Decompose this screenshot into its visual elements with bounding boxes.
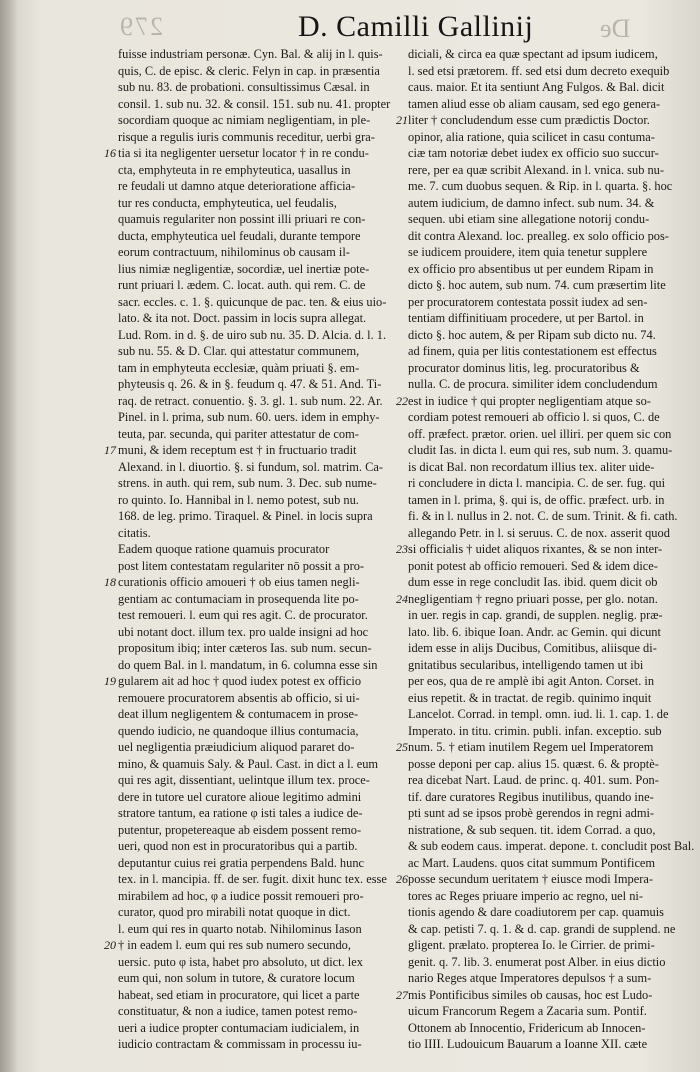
line-text: eorum contractuum, nihilominus ob causam il-: [118, 245, 350, 259]
text-line: [118, 591, 416, 608]
text-line: [118, 327, 416, 344]
line-text: Lancelot. Corrad. in templ. omn. iud. li. 1. cap. 1. de: [408, 707, 669, 721]
line-text: dit contra Alexand. loc. prealleg. ex solo officio pos-: [408, 228, 669, 243]
text-line: [408, 673, 676, 690]
line-text: citatis.: [118, 525, 151, 540]
margin-note-number: 16: [104, 146, 116, 160]
margin-note-number: 23: [396, 542, 408, 556]
line-text: in uer. regis in cap. grandi, de supplen. neglig. præ-: [408, 608, 663, 622]
line-text: tif. dare curatores Regibus inutilibus, quando ine-: [408, 789, 654, 804]
line-text: ro quinto. Io. Hannibal in l. nemo potest, sub nu.: [118, 492, 359, 507]
line-text: uersic. puto φ ista, habet pro absoluto, ut dict. lex: [118, 954, 363, 969]
text-line: [118, 525, 416, 542]
line-text: Ottonem ab Innocentio, Fridericum ab Innocen-: [408, 1020, 646, 1035]
line-text: runt priuari l. ædem. C. locat. auth. qui rem. C. de: [118, 278, 366, 292]
text-line: [408, 195, 676, 212]
text-line: [396, 739, 676, 756]
line-text: num. 5. † etiam inutilem Regem uel Imperatorem: [408, 740, 654, 754]
line-text: ponit potest ab officio remoueri. Sed & idem dice-: [408, 558, 658, 573]
line-text: re feudali ut damno atque deterioratione afficia-: [118, 179, 356, 193]
text-line: [408, 690, 676, 707]
line-text: teuta, par. secunda, qui pariter attestatur de com-: [118, 426, 359, 441]
line-text: l. sed etsi prætorem. ff. sed etsi dum decreto exequib: [408, 63, 670, 78]
line-text: posse deponi per cap. alius 15. quæst. 6. & proptè-: [408, 756, 659, 771]
text-line: [118, 822, 416, 839]
line-text: tam in emphyteuta ecclesiæ, quàm priuati §. em-: [118, 360, 360, 375]
line-text: socordiam quoque ac nimiam negligentiam, in ple-: [118, 113, 371, 127]
line-text: uicum Francorum Regem a Zacaria sum. Pontif.: [408, 1004, 647, 1018]
line-text: liter † concludendum esse cum prædictis Doctor.: [408, 113, 650, 127]
margin-note-number: 26: [396, 872, 408, 886]
line-text: me. 7. cum duobus sequen. & Rip. in l. quarta. §. hoc: [408, 179, 673, 193]
line-text: lato. lib. 6. ibique Ioan. Andr. ac Gemin. qui dicunt: [408, 624, 661, 639]
page-header: [0, 8, 700, 48]
text-line: [118, 838, 416, 855]
text-line: [104, 574, 416, 591]
line-text: tamen in l. prima, §. qui is, de offic. præfect. urb. in: [408, 492, 665, 507]
line-text: quendo iudicio, ne quandoque illius contumacia,: [118, 723, 359, 738]
margin-note-number: 27: [396, 987, 408, 1002]
line-text: raq. de retract. conuentio. §. 3. gl. 1. sub num. 22. Ar.: [118, 393, 383, 408]
text-line: [408, 789, 676, 806]
text-line: [118, 393, 416, 410]
text-line: [118, 855, 416, 872]
bleed-through-page-number: 279: [118, 12, 163, 41]
text-line: [408, 442, 676, 459]
line-text: tia si ita negligenter uersetur locator † in re condu-: [118, 146, 369, 160]
line-text: risque a regulis iuris communis receditur, uerbi gra-: [118, 129, 375, 144]
text-line: [118, 805, 416, 822]
line-text: dere in tutore uel curatore alioue legitimo admini: [118, 789, 362, 804]
line-text: idem esse in alijs Ducibus, Comitibus, aliisque di-: [408, 641, 657, 655]
line-text: allegando Petr. in l. si seruus. C. de nox. asserit quod: [408, 525, 670, 540]
text-line: [118, 508, 416, 525]
margin-note-number: 17: [104, 443, 116, 457]
text-line: [118, 624, 416, 641]
text-line: [408, 970, 676, 987]
text-line: [118, 46, 416, 63]
line-text: ex officio pro absentibus ut per eundem Ripam in: [408, 261, 654, 276]
line-text: tio IIII. Ludouicum Bauarum a Ioanne XII. cæte: [408, 1037, 648, 1051]
text-line: [408, 640, 676, 657]
text-line: [408, 805, 676, 822]
text-line: [408, 327, 676, 344]
line-text: ducta, emphyteutica uel feudali, durante tempore: [118, 228, 361, 243]
text-line: [396, 112, 676, 129]
line-text: gligent. prælato. propterea Io. le Cirrier. de primi-: [408, 938, 655, 952]
text-line: [408, 1003, 676, 1020]
text-line: [118, 178, 416, 195]
text-line: [408, 921, 676, 938]
line-text: dicto §. hoc autem, sub num. 74. cum præsertim lite: [408, 278, 666, 292]
line-text: curator, quod pro mirabili notat quoque in dict.: [118, 905, 351, 919]
text-line: [118, 888, 416, 905]
line-text: 168. de leg. primo. Tiraquel. & Pinel. in locis supra: [118, 509, 373, 523]
text-line: [118, 1036, 416, 1053]
line-text: est in iudice † qui propter negligentiam atque so-: [408, 393, 651, 408]
line-text: ad finem, quia per litis contestationem est effectus: [408, 344, 657, 358]
text-line: [408, 96, 676, 113]
text-line: [104, 442, 416, 459]
text-line: [396, 393, 676, 410]
text-line: [408, 310, 676, 327]
line-text: tamen aliud esse ob aliam causam, sed ego genera-: [408, 96, 661, 111]
text-line: [408, 261, 676, 278]
line-text: procurator dominus litis, leg. procuratoribus &: [408, 360, 640, 375]
text-line: [118, 244, 416, 261]
right-column: [396, 46, 695, 1053]
text-line: [118, 904, 416, 921]
text-line: [408, 178, 676, 195]
line-text: dicto §. hoc autem, & per Ripam sub dicto nu. 74.: [408, 327, 656, 342]
text-line: [118, 1020, 416, 1037]
text-line: [408, 822, 676, 839]
text-line: [408, 63, 676, 80]
line-text: deat illum negligentem & contumacem in prose-: [118, 707, 359, 721]
text-line: [408, 888, 676, 905]
line-text: mirabilem ad hoc, φ a iudice possit remoueri pro-: [118, 888, 364, 903]
text-line: [396, 541, 676, 558]
text-line: [408, 360, 676, 377]
text-line: [118, 343, 416, 360]
running-title: D. Camilli Gallinij: [298, 10, 534, 43]
line-text: rere, per ea quæ scribit Alexand. in l. vnica. sub nu-: [408, 162, 664, 177]
line-text: Imperato. in titu. crimin. publi. infan. exceptio. sub: [408, 723, 662, 738]
text-line: [408, 409, 676, 426]
line-text: strens. in auth. qui rem, sub num. 3. Dec. sub nume-: [118, 476, 377, 490]
text-line: [408, 1020, 676, 1037]
line-text: gentiam ac contumaciam in prosequenda lite po-: [118, 591, 359, 606]
line-text: opinor, alia ratione, quia scilicet in casu contuma-: [408, 129, 655, 144]
line-text: per procuratorem contestata possit iudex ad sen-: [408, 294, 648, 309]
text-line: [104, 673, 416, 690]
bleed-through-text: De: [600, 14, 631, 43]
text-line: [118, 162, 416, 179]
line-text: deputantur cuius rei gratia perpendens Bald. hunc: [118, 855, 365, 870]
text-line: [118, 360, 416, 377]
text-line: [408, 129, 676, 146]
text-line: [118, 376, 416, 393]
line-text: sub nu. 55. & D. Clar. qui attestatur communem,: [118, 344, 360, 358]
text-line: [118, 657, 416, 674]
text-line: [118, 475, 416, 492]
text-line: [408, 855, 676, 872]
line-text: † in eadem l. eum qui res sub numero secundo,: [118, 938, 351, 952]
text-line: [118, 541, 416, 558]
line-text: quis, C. de episc. & cleric. Felyn in cap. in præsentia: [118, 63, 380, 78]
line-text: ri concludere in dicta l. mancipia. C. de ser. fug. qui: [408, 476, 666, 490]
margin-note-number: 20: [104, 938, 116, 952]
text-line: [408, 525, 676, 542]
line-text: cordiam potest remoueri ab officio l. si quos, C. de: [408, 410, 660, 424]
text-line: [118, 79, 416, 96]
text-line: [118, 409, 416, 426]
text-line: [118, 558, 416, 575]
line-text: sub nu. 83. de probationi. consultissimus Cæsal. in: [118, 80, 370, 94]
text-line: [408, 426, 676, 443]
line-text: ubi notant doct. illum tex. pro ualde insigni ad hoc: [118, 624, 369, 639]
margin-note-number: 25: [396, 740, 408, 754]
margin-note-number: 24: [396, 591, 408, 606]
line-text: Eadem quoque ratione quamuis procurator: [118, 542, 330, 556]
line-text: nario Reges atque Imperatores depulsos † a sum-: [408, 971, 652, 985]
line-text: Pinel. in l. prima, sub num. 60. uers. idem in emphy-: [118, 410, 380, 424]
line-text: quamuis regulariter non possint illi priuari re con-: [118, 212, 366, 226]
line-text: sacr. eccles. c. 1. §. quicunque de pac. ten. & eius uio-: [118, 294, 387, 309]
line-text: mis Pontificibus similes ob causas, hoc est Ludo-: [408, 987, 653, 1002]
text-line: [118, 607, 416, 624]
line-text: cludit Ias. in dicta l. eum qui res, sub num. 3. quamu-: [408, 443, 673, 457]
line-text: tur res conducta, emphyteutica, uel feudalis,: [118, 195, 337, 210]
text-line: [408, 624, 676, 641]
line-text: pti sunt ad se ipsos probè gerendos in regni admi-: [408, 806, 655, 820]
line-text: ueri a iudice propter contumaciam iudicialem, in: [118, 1020, 360, 1035]
line-text: uel negligentia præiudicium aliquod pararet do-: [118, 740, 355, 754]
text-line: [408, 607, 676, 624]
text-line: [118, 195, 416, 212]
margin-note-number: 22: [396, 393, 408, 408]
text-line: [408, 145, 676, 162]
text-line: [118, 772, 416, 789]
line-text: & cap. petisti 7. q. 1. & d. cap. grandi de supplend. ne: [408, 921, 676, 936]
text-line: [408, 46, 676, 63]
line-text: remouere procuratorem absentis ab officio, si ui-: [118, 690, 360, 705]
text-line: [408, 756, 676, 773]
text-line: [118, 459, 416, 476]
line-text: posse secundum ueritatem † eiusce modi Impera-: [408, 872, 653, 886]
line-text: nistratione, & sub sequen. tit. idem Corrad. a quo,: [408, 822, 656, 837]
line-text: autem iudicium, de damno infect. sub num. 34. &: [408, 195, 655, 210]
line-text: fi. & in l. nullus in 2. not. C. de sum. Trinit. & fi. cath.: [408, 509, 678, 523]
text-line: [118, 954, 416, 971]
text-line: [118, 871, 416, 888]
line-text: negligentiam † regno priuari posse, per glo. notan.: [408, 591, 658, 606]
text-line: [118, 987, 416, 1004]
text-line: [118, 789, 416, 806]
text-line: [118, 310, 416, 327]
text-line: [408, 772, 676, 789]
margin-note-number: 21: [396, 113, 408, 127]
line-text: eius repetit. & in tractat. de regib. quinimo inquit: [408, 690, 652, 705]
text-line: [118, 294, 416, 311]
text-line: [408, 475, 676, 492]
line-text: post litem contestatam regulariter nō possit a pro-: [118, 558, 365, 573]
text-line: [408, 937, 676, 954]
line-text: & sub eodem caus. imperat. depone. t. concludit post Bal.: [408, 839, 695, 853]
text-line: [408, 343, 676, 360]
text-line: [118, 970, 416, 987]
text-line: [118, 739, 416, 756]
text-line: [118, 921, 416, 938]
text-line: [408, 904, 676, 921]
text-line: [396, 591, 676, 608]
line-text: habeat, sed etiam in procuratore, qui licet a parte: [118, 987, 360, 1002]
line-text: nulla. C. de procura. similiter idem concludendum: [408, 377, 658, 391]
text-line: [408, 723, 676, 740]
line-text: ciæ tam notoriæ debet iudex ex officio suo succur-: [408, 146, 659, 160]
line-text: tex. in l. mancipia. ff. de ser. fugit. dixit hunc tex. esse: [118, 872, 387, 886]
text-line: [118, 129, 416, 146]
text-line: [118, 211, 416, 228]
line-text: is dicat Bal. non recordatum illius tex. aliter uide-: [408, 459, 655, 474]
text-line: [408, 706, 676, 723]
line-text: Alexand. in l. diuortio. §. si fundum, sol. matrim. Ca-: [118, 459, 383, 474]
line-text: curationis officio amoueri † ob eius tamen negli-: [118, 575, 360, 589]
text-line: [118, 96, 416, 113]
text-line: [408, 294, 676, 311]
text-line: [118, 277, 416, 294]
line-text: per eos, qua de re amplè ibi agit Anton. Corset. in: [408, 674, 655, 688]
text-line: [118, 640, 416, 657]
text-line: [408, 954, 676, 971]
text-line: [408, 492, 676, 509]
text-line: [118, 112, 416, 129]
line-text: l. eum qui res in quarto notab. Nihilominus Iason: [118, 921, 362, 936]
line-text: muni, & idem receptum est † in fructuario tradit: [118, 443, 357, 457]
line-text: qui res agit, dissentiant, uelintque illum tex. proce-: [118, 773, 370, 787]
left-column: [104, 46, 416, 1053]
margin-note-number: 19: [104, 674, 116, 688]
line-text: caus. maior. Et ita sentiunt Ang Fulgos. & Bal. dicit: [408, 80, 665, 94]
spine-shadow: [0, 0, 18, 1072]
text-line: [408, 79, 676, 96]
line-text: sequen. ubi etiam sine allegatione notorij condu-: [408, 212, 650, 226]
line-text: tores ac Reges priuare imperio ac regno, uel ni-: [408, 888, 643, 903]
text-line: [408, 162, 676, 179]
line-text: consil. 1. sub nu. 32. & consil. 151. sub nu. 41. propter: [118, 96, 391, 111]
line-text: se iudicem prouidere, item quia tenetur supplere: [408, 245, 648, 259]
text-line: [408, 508, 676, 525]
text-line: [118, 63, 416, 80]
line-text: phyteusis q. 26. & in §. feudum q. 47. & 51. And. Ti-: [118, 377, 382, 391]
text-line: [408, 1036, 676, 1053]
line-text: tionis agendo & dare coadiutorem per cap. quamuis: [408, 905, 664, 919]
text-line: [118, 723, 416, 740]
text-line: [118, 492, 416, 509]
line-text: cta, emphyteuta in re emphyteutica, uasallus in: [118, 162, 351, 177]
text-line: [408, 376, 676, 393]
text-line: [118, 690, 416, 707]
line-text: ac Mart. Laudens. quos citat summum Pontificem: [408, 855, 656, 870]
line-text: test remoueri. l. eum qui res agit. C. de procurator.: [118, 608, 368, 622]
margin-note-number: 18: [104, 575, 116, 589]
text-line: [408, 277, 676, 294]
line-text: putentur, propetereaque ab eisdem possent remo-: [118, 822, 362, 837]
line-text: mino, & quamuis Saly. & Paul. Cast. in dict a l. eum: [118, 756, 379, 771]
line-text: rea dicebat Nart. Laud. de princ. q. 401. sum. Pon-: [408, 773, 659, 787]
text-line: [408, 211, 676, 228]
text-line: [408, 838, 695, 855]
text-line: [118, 261, 416, 278]
line-text: eum qui, non solum in tutore, & curatore locum: [118, 971, 355, 985]
line-text: stratore tantum, ea ratione φ isti tales a iudice de-: [118, 806, 363, 820]
line-text: fuisse industriam personæ. Cyn. Bal. & alij in l. quis-: [118, 47, 383, 61]
text-line: [104, 145, 416, 162]
line-text: diciali, & circa ea quæ spectant ad ipsum iudicem,: [408, 47, 658, 61]
text-line: [396, 871, 676, 888]
line-text: lius nimiæ negligentiæ, socordiæ, uel inertiæ pote-: [118, 261, 370, 276]
line-text: ueri, quod non est in procuratoribus qui a partib.: [118, 839, 358, 853]
line-text: genit. q. 7. lib. 3. enumerat post Alber. in eius dictio: [408, 954, 666, 969]
text-line: [118, 426, 416, 443]
text-line: [118, 228, 416, 245]
text-line: [408, 459, 676, 476]
text-line: [408, 574, 676, 591]
line-text: dum esse in rege concludit Ias. ibid. quem dicit ob: [408, 575, 658, 589]
line-text: tentiam diffinitiuam procedere, ut per Bartol. in: [408, 311, 644, 325]
text-line: [104, 937, 416, 954]
line-text: iudicio contractam & commissam in processu iu-: [118, 1037, 362, 1051]
line-text: do quem Bal. in l. mandatum, in 6. columna esse sin: [118, 657, 378, 672]
text-line: [118, 1003, 416, 1020]
text-line: [396, 987, 676, 1004]
line-text: Lud. Rom. in d. §. de uiro sub nu. 35. D. Alcia. d. l. 1.: [118, 327, 387, 342]
line-text: lato. & ita not. Doct. passim in locis supra allegat.: [118, 311, 367, 325]
line-text: gularem ait ad hoc † quod iudex potest ex officio: [118, 674, 362, 688]
text-line: [408, 657, 676, 674]
line-text: constituatur, & non a iudice, tamen potest remo-: [118, 1004, 358, 1018]
text-line: [408, 244, 676, 261]
line-text: gnitatibus secularibus, intelligendo tamen ut ibi: [408, 657, 644, 672]
text-line: [408, 228, 676, 245]
text-line: [118, 756, 416, 773]
line-text: off. præfect. prætor. orien. uel illiri. per quem sic con: [408, 426, 672, 441]
line-text: si officialis † uidet aliquos rixantes, & se non inter-: [408, 542, 663, 556]
text-line: [408, 558, 676, 575]
line-text: propositum ibiq; inter cæteros Ias. sub num. secun-: [118, 641, 372, 655]
text-line: [118, 706, 416, 723]
